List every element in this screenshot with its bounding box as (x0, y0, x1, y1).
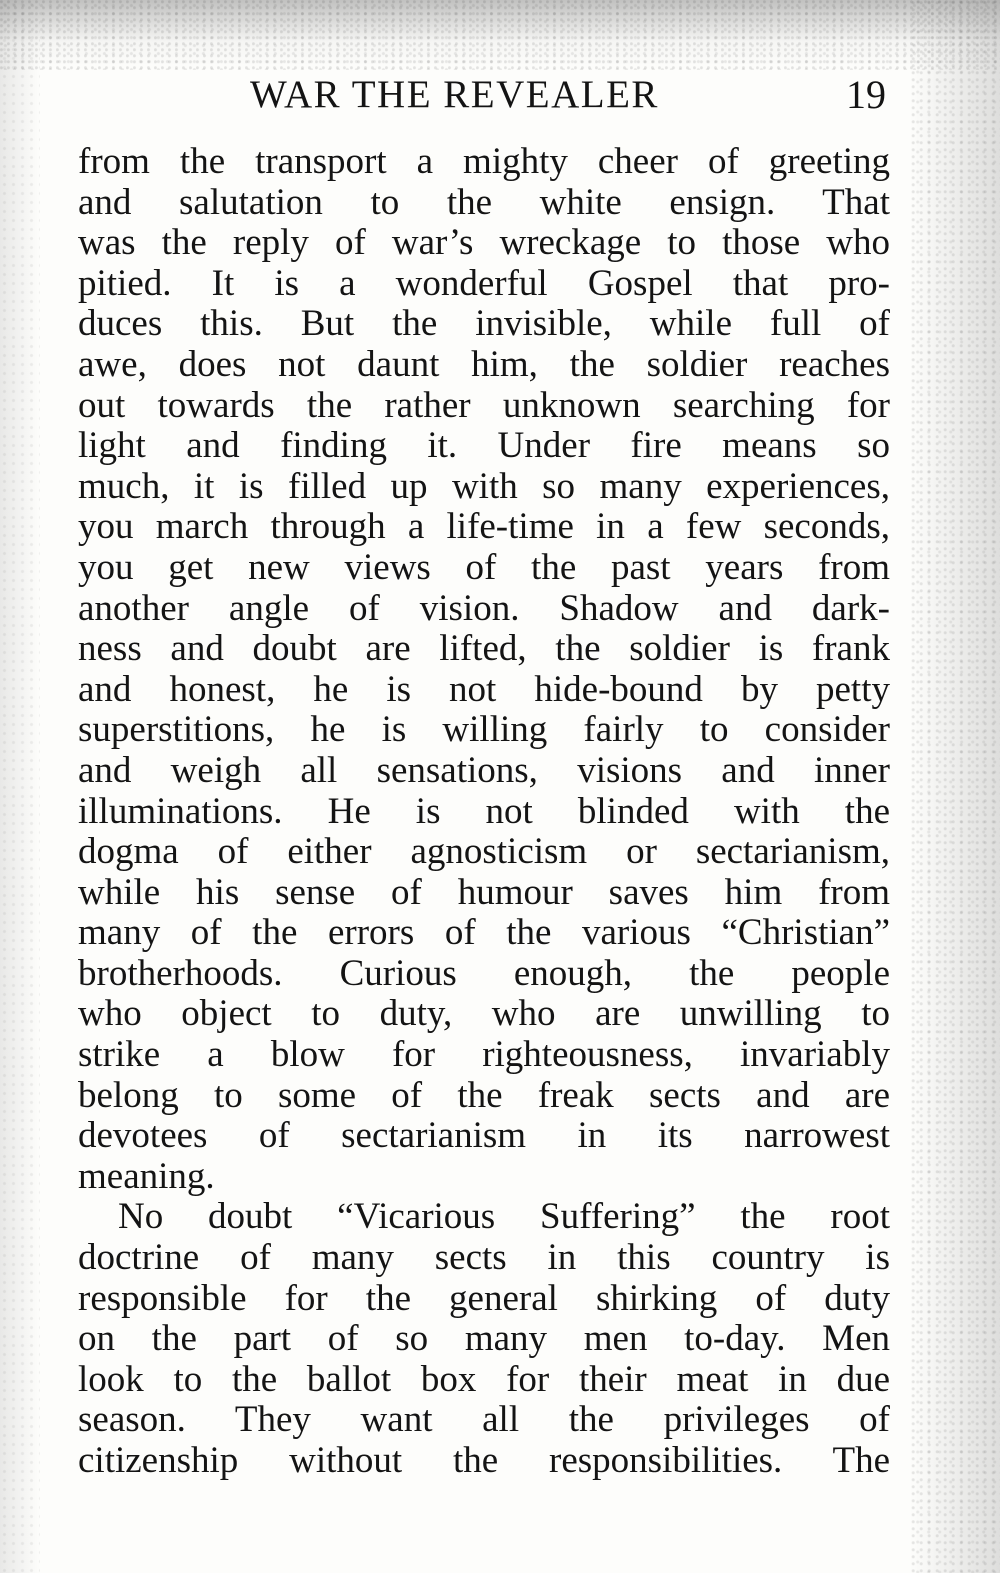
text-line: look to the ballot box for their meat in due (78, 1358, 890, 1400)
text-line: and salutation to the white ensign. That (78, 181, 890, 223)
text-line: another angle of vision. Shadow and dark- (78, 587, 890, 629)
text-line: meaning. (78, 1155, 215, 1197)
text-line: awe, does not daunt him, the soldier reaches (78, 343, 890, 385)
text-line: and honest, he is not hide-bound by petty (78, 668, 890, 710)
text-line: duces this. But the invisible, while full of (78, 303, 890, 345)
text-line: and weigh all sensations, visions and inner (78, 749, 890, 791)
text-line: out towards the rather unknown searching for (78, 384, 890, 426)
text-line: responsible for the general shirking of duty (78, 1277, 890, 1319)
paragraph-2 (78, 1197, 890, 1481)
text-line: ness and doubt are lifted, the soldier is frank (78, 628, 890, 670)
text-line: devotees of sectarianism in its narrowest (78, 1115, 890, 1157)
page-number: 19 (846, 72, 886, 117)
text-line: strike a blow for righteousness, invariably (78, 1034, 890, 1076)
text-line: light and finding it. Under fire means so (78, 425, 890, 467)
scan-edge-right (910, 0, 1000, 1573)
text-line: you march through a life-time in a few seconds, (78, 506, 890, 548)
text-line: brotherhoods. Curious enough, the people (78, 952, 890, 994)
body-text (78, 142, 890, 1482)
text-line: was the reply of war’s wreckage to those who (78, 222, 890, 264)
text-line: season. They want all the privileges of (78, 1399, 890, 1441)
text-line: from the transport a mighty cheer of greeting (78, 141, 890, 182)
text-line: much, it is filled up with so many experiences, (78, 465, 890, 507)
text-line: illuminations. He is not blinded with the (78, 790, 890, 832)
text-line: while his sense of humour saves him from (78, 871, 890, 913)
running-title: WAR THE REVEALER (250, 73, 659, 116)
scan-edge-top (0, 0, 1000, 70)
text-line: who object to duty, who are unwilling to (78, 993, 890, 1035)
text-line: dogma of either agnosticism or sectarianism, (78, 831, 890, 873)
text-line: pitied. It is a wonderful Gospel that pro- (78, 262, 890, 304)
text-line: doctrine of many sects in this country is (78, 1237, 890, 1279)
text-line: superstitions, he is willing fairly to consider (78, 709, 890, 751)
text-line: No doubt “Vicarious Suffering” the root (118, 1196, 890, 1238)
page-header (78, 70, 890, 120)
scan-edge-left (0, 0, 40, 1573)
text-line: many of the errors of the various “Christian” (78, 912, 890, 954)
text-line: belong to some of the freak sects and are (78, 1074, 890, 1116)
text-line: citizenship without the responsibilities. The (78, 1440, 890, 1481)
text-line: on the part of so many men to-day. Men (78, 1318, 890, 1360)
paragraph-1 (78, 142, 890, 1197)
text-line: you get new views of the past years from (78, 546, 890, 588)
